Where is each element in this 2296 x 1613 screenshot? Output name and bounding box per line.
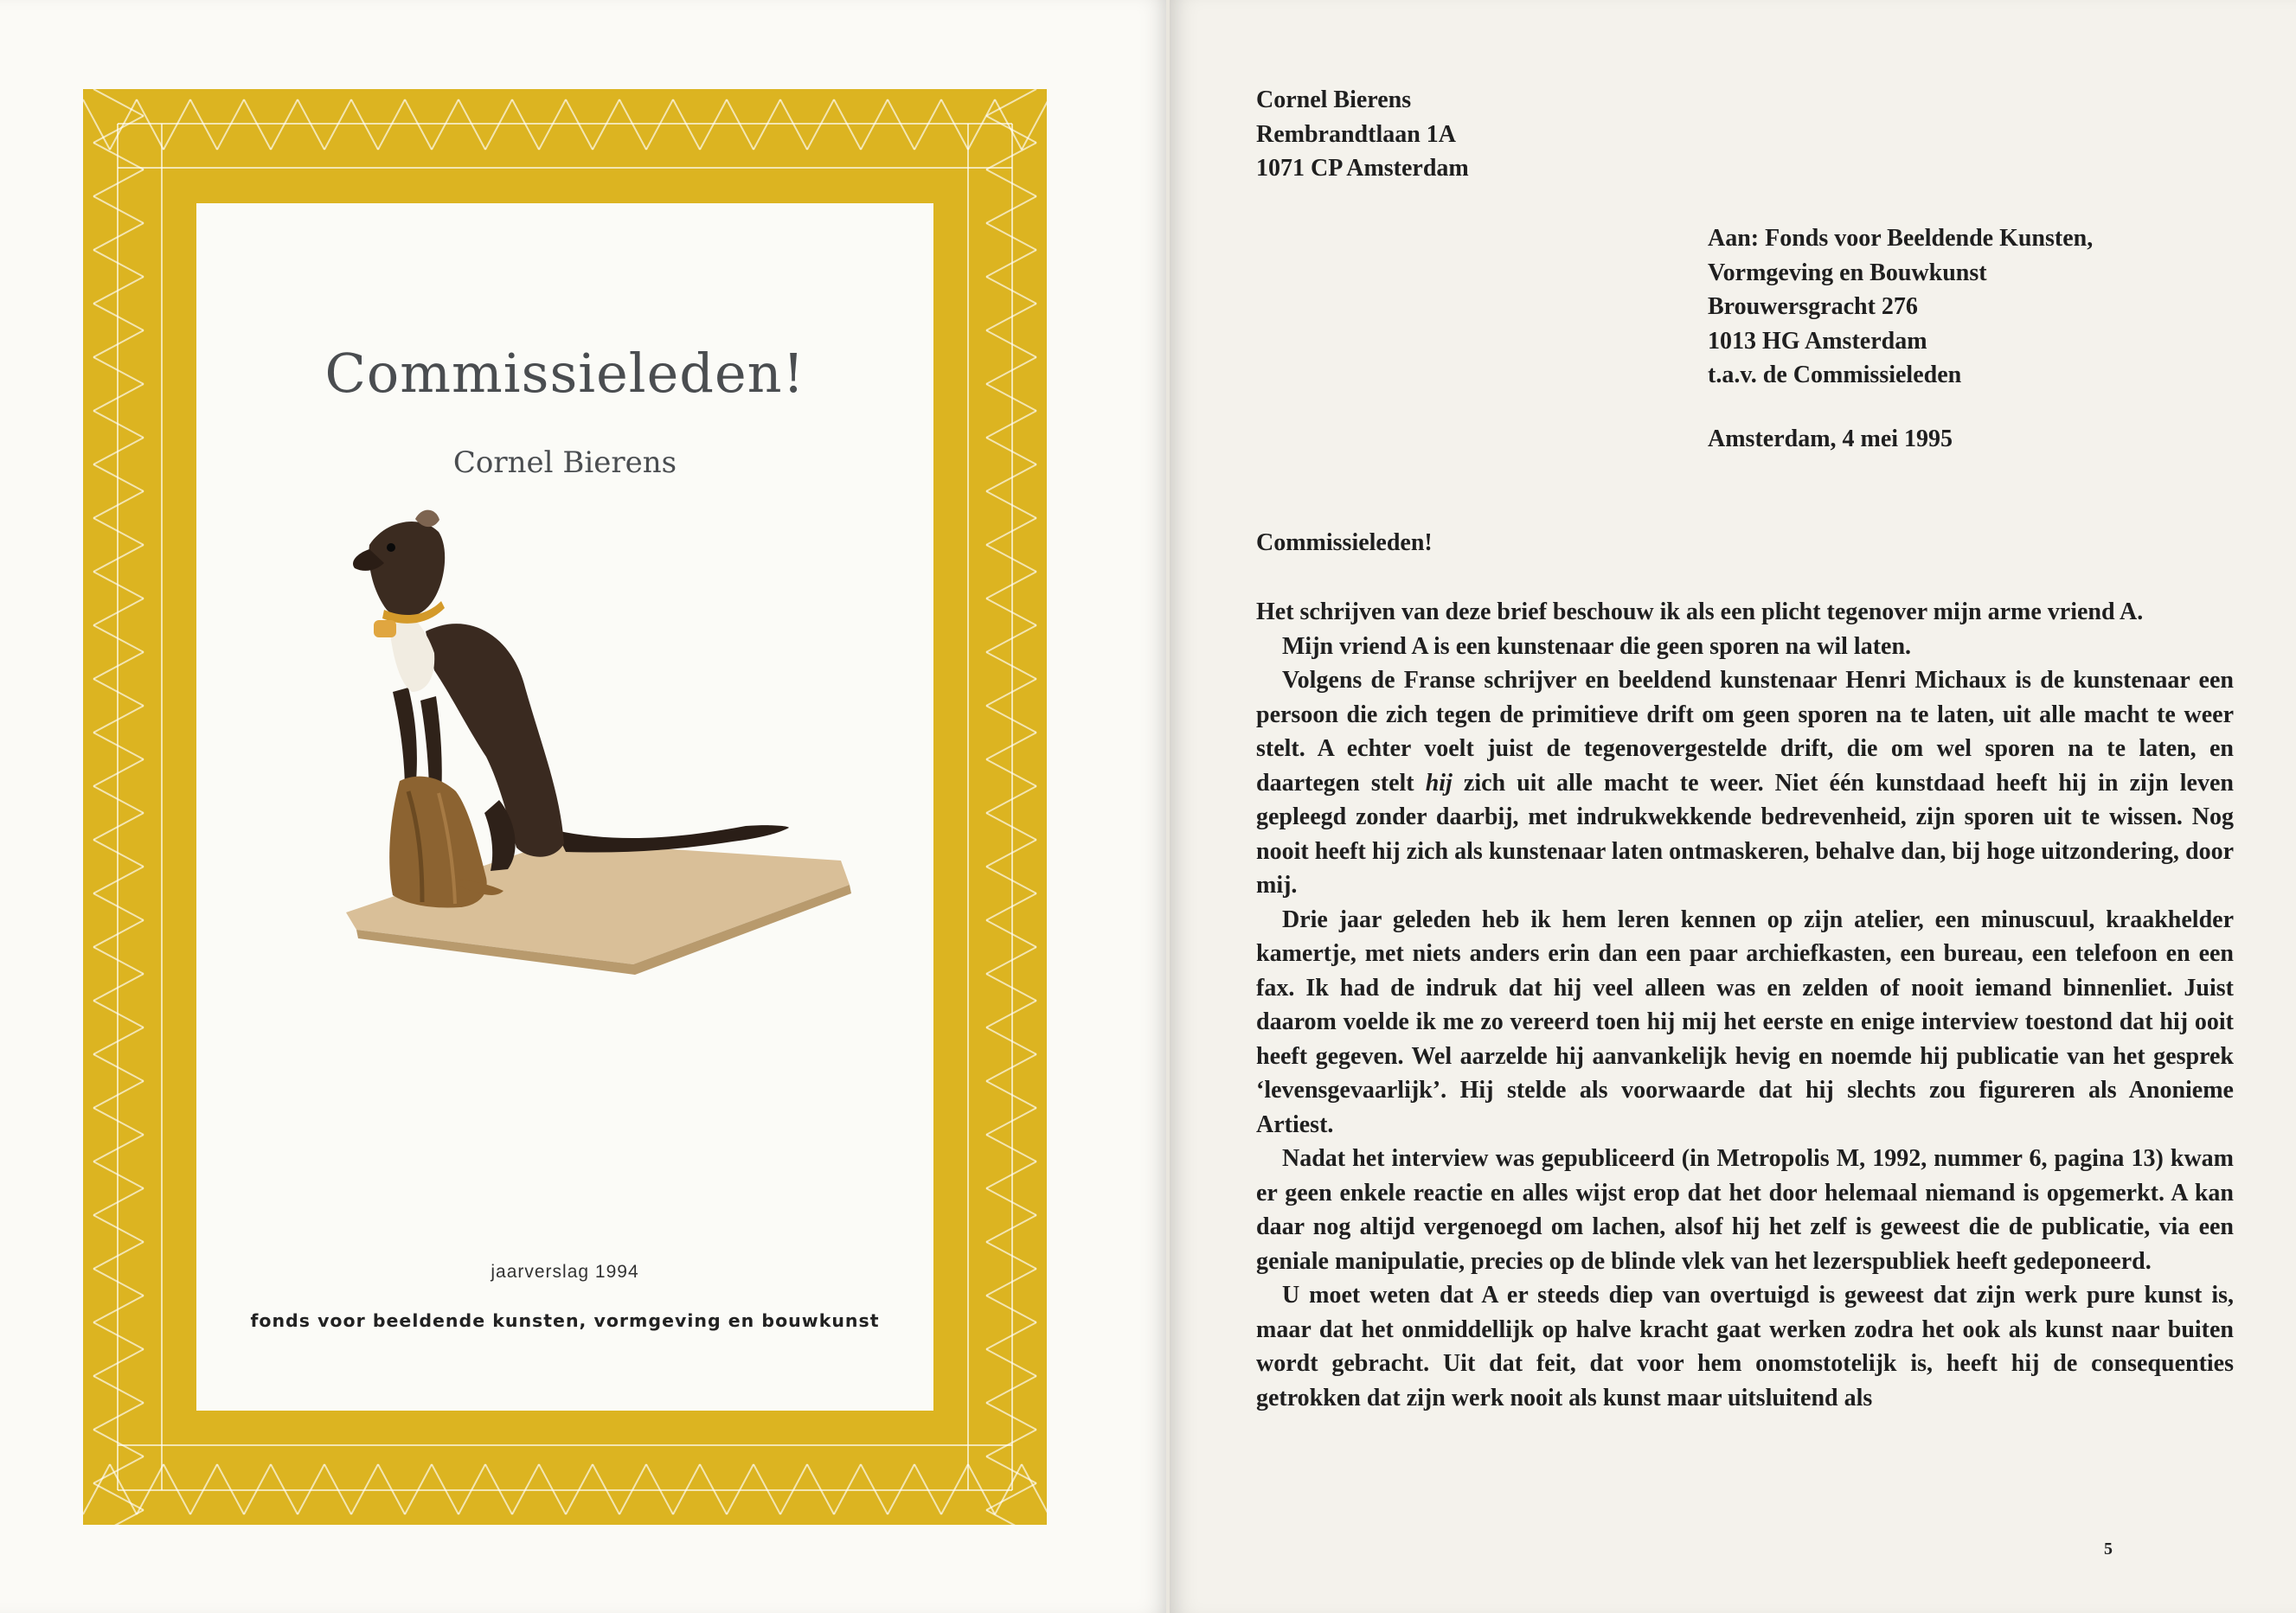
sender-line: Rembrandtlaan 1A [1256, 120, 1457, 148]
body-paragraph: Volgens de Franse schrijver en beeldend kunstenaar Henri Michaux is de kunstenaar een persoon die zich tegen de primitieve drift om geen sporen na te laten, uit alle macht te weer stelt. A echter voelt juist de tegenovergestelde drift, die om wel sporen na te laten, en daartegen stelt hij zich uit alle macht te weer. Niet één kunstdaad heeft hij in zijn leven gepleegd zonder daarbij, met indrukwekkende bedrevenheid, zijn sporen uit te wissen. Nog nooit heeft hij zich als kunstenaar laten ontmaskeren, behalve dan, bij hoge uitzondering, door mij. [1256, 667, 2234, 899]
recipient-address [1708, 221, 2093, 393]
cover-author: Cornel Bierens [452, 445, 677, 480]
letter-date: Amsterdam, 4 mei 1995 [1708, 426, 1953, 452]
right-page-letter [1170, 0, 2296, 1613]
letter-salutation: Commissieleden! [1256, 529, 1433, 556]
body-paragraph: U moet weten dat A er steeds diep van overtuigd is geweest dat zijn werk pure kunst is, maar dat het onmiddellijk op halve kracht gaat werken zodra het ook als kunst naar buiten wordt gebracht. Uit dat feit, dat voor hem onomstotelijk is, heeft hij de consequenties getrokken dat zijn werk nooit als kunst maar uitsluitend als [1256, 1282, 2234, 1411]
letter-body [1256, 595, 2234, 1415]
stuffed-marten-image [339, 480, 858, 1016]
recipient-line: Vormgeving en Bouwkunst [1708, 259, 1987, 286]
cover-publisher: fonds voor beeldende kunsten, vormgeving en bouwkunst [250, 1310, 880, 1331]
sender-address [1256, 83, 1469, 186]
body-paragraph: Drie jaar geleden heb ik hem leren kennen op zijn atelier, een minuscuul, kraakhelder kamertje, met niets anders erin dan een paar archiefkasten, een bureau, een telefoon en een fax. Ik had de indruk dat hij veel alleen was en zelden of nooit iemand binnenliet. Juist daarom voelde ik me zo vereerd toen hij mij het eerste en enige interview toestond dat hij ooit heeft gegeven. Wel aarzelde hij aanvankelijk hevig en noemde hij publicatie van het gesprek ‘levensgevaarlijk’. Hij stelde als voorwaarde dat hij slechts zou figureren als Anonieme Artiest. [1256, 906, 2234, 1138]
body-paragraph: Nadat het interview was gepubliceerd (in Metropolis M, 1992, nummer 6, pagina 13) kwam er geen enkele reactie en alles wijst erop dat het door helemaal niemand is opgemerkt. A kan daar nog altijd vergenoegd om lachen, alsof hij het zelf is geweest die de publicatie, via een geniale manipulatie, precies op de blinde vlek van het lezerspubliek heeft gedeponeerd. [1256, 1145, 2234, 1275]
recipient-line: Brouwersgracht 276 [1708, 293, 1918, 320]
body-paragraph: Mijn vriend A is een kunstenaar die geen sporen na wil laten. [1282, 632, 1912, 660]
recipient-line: Aan: Fonds voor Beeldende Kunsten, [1708, 225, 2094, 252]
sender-line: Cornel Bierens [1256, 86, 1412, 113]
cover-title: Commissieleden! [324, 342, 805, 405]
cover-report-label: jaarverslag 1994 [491, 1262, 639, 1282]
body-paragraph: Het schrijven van deze brief beschouw ik als een plicht tegenover mijn arme vriend A. [1256, 598, 2144, 625]
sender-line: 1071 CP Amsterdam [1256, 155, 1469, 182]
cover-panel [196, 203, 933, 1411]
page-number: 5 [2104, 1539, 2113, 1559]
recipient-line: t.a.v. de Commissieleden [1708, 362, 1962, 388]
cover-frame [83, 89, 1047, 1525]
recipient-line: 1013 HG Amsterdam [1708, 327, 1927, 355]
